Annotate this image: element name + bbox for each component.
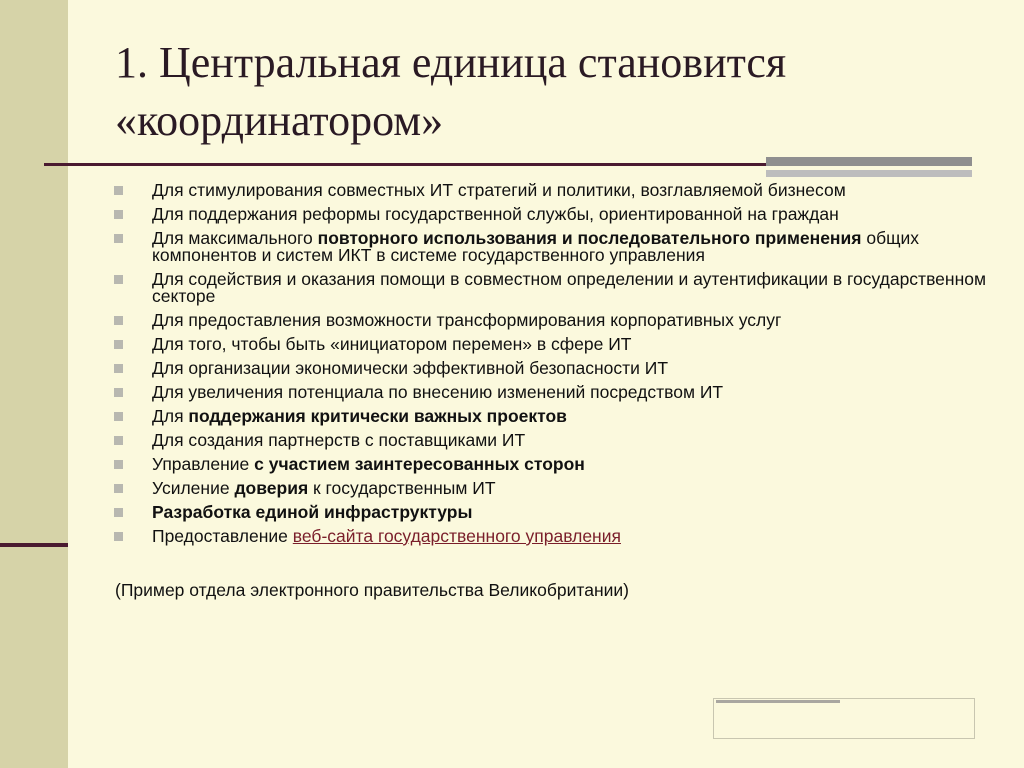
bullet-square-icon bbox=[114, 364, 123, 373]
bullet-item bbox=[112, 182, 992, 199]
bullet-emphasis: повторного использования и последовательного применения bbox=[317, 228, 862, 248]
bullet-item bbox=[112, 456, 992, 473]
example-note: (Пример отдела электронного правительства Великобритании) bbox=[115, 580, 629, 600]
bullet-square-icon bbox=[114, 234, 123, 243]
bullet-text: Для организации экономически эффективной безопасности ИТ bbox=[152, 358, 669, 378]
bullet-square-icon bbox=[114, 186, 123, 195]
bullet-text: Управление bbox=[152, 454, 255, 474]
bullet-square-icon bbox=[114, 460, 123, 469]
bullet-item bbox=[112, 480, 992, 497]
website-link[interactable]: веб-сайта государственного управления bbox=[292, 526, 621, 546]
bullet-square-icon bbox=[114, 436, 123, 445]
bullet-item bbox=[112, 206, 992, 223]
bullet-text: Для содействия и оказания помощи в совместном определении и аутентификации в государственном секторе bbox=[152, 269, 987, 306]
bullet-square-icon bbox=[114, 508, 123, 517]
bullet-text: Для bbox=[152, 406, 189, 426]
bullet-square-icon bbox=[114, 275, 123, 284]
footnote-box bbox=[713, 698, 975, 739]
bullet-item bbox=[112, 360, 992, 377]
bullet-item bbox=[112, 336, 992, 353]
bullet-text: Для предоставления возможности трансформирования корпоративных услуг bbox=[152, 310, 782, 330]
bullet-list bbox=[112, 182, 992, 552]
bullet-item bbox=[112, 312, 992, 329]
bullet-item bbox=[112, 408, 992, 425]
bullet-emphasis: Разработка единой инфраструктуры bbox=[152, 502, 473, 522]
bullet-item bbox=[112, 230, 992, 264]
bullet-square-icon bbox=[114, 532, 123, 541]
bullet-item bbox=[112, 504, 992, 521]
bullet-text: Для стимулирования совместных ИТ стратегий и политики, возглавляемой бизнесом bbox=[152, 180, 846, 200]
bullet-square-icon bbox=[114, 210, 123, 219]
title-accent-block bbox=[766, 157, 972, 166]
bullet-item bbox=[112, 384, 992, 401]
bullet-square-icon bbox=[114, 388, 123, 397]
bullet-text: общих компонентов и систем ИКТ в системе государственного управления bbox=[152, 228, 920, 265]
bullet-text: Для того, чтобы быть «инициатором перемен» в сфере ИТ bbox=[152, 334, 632, 354]
title-accent-block-lower bbox=[766, 170, 972, 177]
bullet-item bbox=[112, 432, 992, 449]
bullet-emphasis: поддержания критически важных проектов bbox=[188, 406, 567, 426]
bullet-square-icon bbox=[114, 316, 123, 325]
bullet-square-icon bbox=[114, 340, 123, 349]
bullet-square-icon bbox=[114, 412, 123, 421]
bullet-text: Предоставление bbox=[152, 526, 293, 546]
bullet-square-icon bbox=[114, 484, 123, 493]
footnote-text-line bbox=[716, 700, 840, 703]
bullet-text: Усиление bbox=[152, 478, 235, 498]
slide-title: 1. Центральная единица становится «координатором» bbox=[115, 38, 787, 145]
bullet-text: Для создания партнерств с поставщиками ИТ bbox=[152, 430, 526, 450]
bullet-emphasis: с участием заинтересованных сторон bbox=[254, 454, 585, 474]
title-rule bbox=[44, 163, 768, 166]
bullet-text: Для максимального bbox=[152, 228, 318, 248]
bullet-text: Для увеличения потенциала по внесению изменений посредством ИТ bbox=[152, 382, 724, 402]
bullet-text: Для поддержания реформы государственной службы, ориентированной на граждан bbox=[152, 204, 839, 224]
bullet-item bbox=[112, 528, 992, 545]
side-bar bbox=[0, 0, 68, 768]
bullet-text: к государственным ИТ bbox=[308, 478, 496, 498]
bullet-emphasis: доверия bbox=[234, 478, 309, 498]
bullet-item bbox=[112, 271, 992, 305]
side-accent-line bbox=[0, 543, 68, 547]
